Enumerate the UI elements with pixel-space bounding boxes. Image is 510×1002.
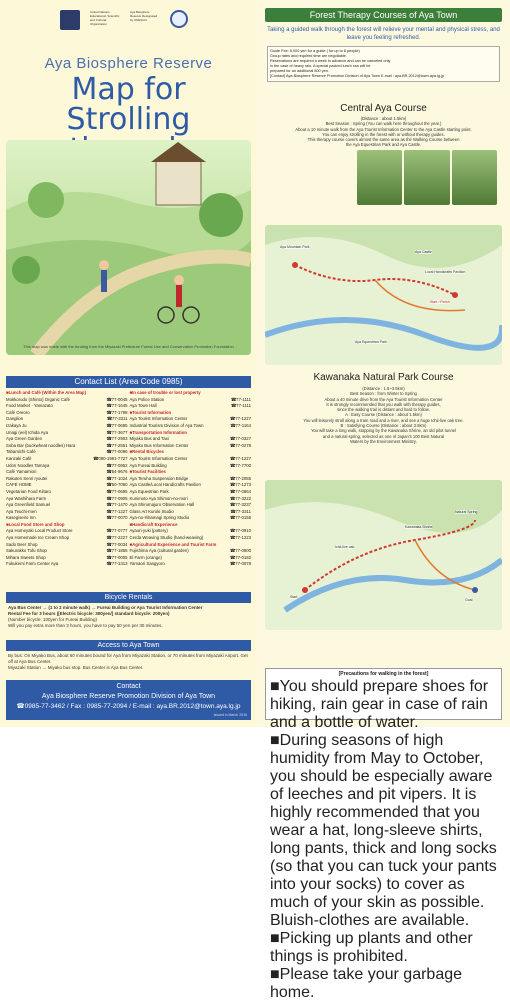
kawanaka-course-line: (Distance : 1.5~3.5km)	[362, 386, 405, 391]
contact-phone: ☎77-0034	[106, 541, 128, 547]
contact-entry	[130, 515, 252, 522]
contact-phone: ☎77-1313	[106, 561, 128, 567]
contact-phone: ☎77-1227	[229, 416, 251, 422]
contact-name: Café Yamamiori	[6, 469, 37, 475]
forest-photo	[452, 150, 497, 205]
illustration-svg	[6, 140, 251, 355]
contact-entry	[6, 410, 128, 417]
contact-phone: ☎77-7700	[229, 462, 251, 468]
contact-phone: ☎77-0695	[106, 488, 128, 494]
contact-phone: ☎77-3222	[229, 495, 251, 501]
contact-name: Izakaya Ju	[6, 422, 27, 428]
contact-list-title: Contact List (Area Code 0985)	[6, 376, 251, 388]
contact-name: Cerda Weaving Studio (hand-weaving)	[129, 535, 204, 541]
map-label: Goal	[465, 598, 473, 602]
kawanaka-course-line: since the walking trail is distant and hard to follow.	[337, 407, 430, 413]
access-text	[8, 653, 249, 671]
contact-name: Udon Noodles Tamaya	[6, 462, 50, 468]
contact-name: Rakuten Senri ryoutei	[6, 475, 48, 481]
guide-line: Group rates and required time are negotiable.	[270, 54, 347, 58]
contact-name: ■Tourist Facilities	[129, 469, 166, 475]
contact-entry	[130, 463, 252, 470]
contact-name: Aya Equestrian Park	[129, 488, 169, 494]
forest-photo	[404, 150, 449, 205]
biosphere-logo-text: Aya Biosphere Reserve Designated by UNESCO	[130, 10, 158, 22]
contact-name: Miyako Bus Information Center	[129, 442, 189, 448]
contact-phone: ☎77-0070	[106, 515, 128, 521]
contact-phone: ☎77-1645	[106, 403, 128, 409]
contact-entry	[130, 423, 252, 430]
contact-phone: ☎77-1223	[229, 535, 251, 541]
contact-name: Fujishima Aya (cultural garden)	[129, 548, 189, 554]
bicycle-rentals-text	[8, 605, 249, 629]
kawanaka-map-svg	[265, 480, 502, 630]
map-label: Aya Equestrian Park	[355, 340, 387, 344]
contact-entry	[6, 496, 128, 503]
contact-phone: ☎77-0864	[229, 488, 251, 494]
contact-phone: ☎77-0096	[106, 449, 128, 455]
contact-phone: ☎77-0777	[106, 528, 128, 534]
contact-name: Unagi (eel) Ichida Aya	[6, 429, 48, 435]
contact-entry	[130, 528, 252, 535]
issued-date: issued in March 2016	[213, 713, 247, 717]
contact-name: Kunimoto Aya Shimon-no-mori	[129, 495, 188, 501]
contact-entry	[130, 535, 252, 542]
contact-name: Mihara Sweets Shop	[6, 554, 46, 560]
contact-name: Yamaori Sangyoro	[129, 561, 165, 567]
bicycle-line: Will you pay extra more than 3 hours, you have to pay 50 yen per 30 minutes.	[8, 623, 163, 628]
contact-list	[6, 390, 251, 590]
contact-name: ■Local Food Store and Shop	[6, 521, 65, 527]
contact-phone: ☎090-1991-7727	[92, 455, 128, 461]
contact-entry	[6, 430, 128, 437]
contact-entry	[6, 555, 128, 562]
contact-phone: ☎77-0182	[229, 554, 251, 560]
bicycle-rentals-title: Bicycle Rentals	[6, 592, 251, 603]
contact-name: Sakurakko Tofu Shop	[6, 548, 47, 554]
contact-entry	[130, 482, 252, 489]
bicycle-line: (Number bicycle: 100yen for Fureai Building)	[8, 617, 98, 622]
contact-name: Ganglion	[6, 416, 24, 422]
kawanaka-course-map	[265, 480, 502, 630]
contact-name: ■Rental Bicycles	[129, 449, 164, 455]
contact-entry	[6, 561, 128, 568]
central-course-text	[265, 116, 502, 148]
contact-phone: ☎77-0078	[229, 561, 251, 567]
contact-entry	[130, 561, 252, 568]
contact-entry	[130, 397, 252, 404]
logo-row	[60, 10, 210, 50]
central-course-map	[265, 225, 502, 365]
contact-entry	[6, 456, 128, 463]
contact-entry	[6, 489, 128, 496]
guide-fee-box	[267, 46, 500, 82]
guide-line: in the case of heavy rain. A special packed lunch can will be	[270, 64, 371, 68]
contact-phone: ☎77-0278	[229, 442, 251, 448]
contact-entry	[6, 397, 128, 404]
contact-phone: ☎77-0005	[106, 554, 128, 560]
kawanaka-course-line: About a 40 minute drive from the Aya Tourist Information Center	[324, 396, 443, 402]
precautions-box	[265, 668, 502, 1001]
strolling-illustration	[6, 140, 251, 355]
contact-entry	[6, 542, 128, 549]
contact-phone: ☎50-7050	[106, 482, 128, 488]
contact-category	[6, 522, 128, 529]
contact-email[interactable]: E-mail : aya.BR.2012@town.aya.lg.jp	[132, 703, 241, 710]
contact-entry	[6, 528, 128, 535]
kawanaka-course-line: Best Season : from Winter to Spring	[350, 391, 417, 397]
contact-phone: ☎77-0905	[106, 495, 128, 501]
contact-entry	[130, 476, 252, 483]
contact-entry	[130, 555, 252, 562]
contact-entry	[6, 502, 128, 509]
guide-line: Reservations are required a week in advance and can be canceled only	[270, 59, 391, 63]
precaution-item: ■During seasons of high humidity from May to October, you should be especially aware of leeches and pit vipers. It is highly recommended that you wear a hat, long-sleeve shirts, long pants, thick and long socks (so that you can tuck your pants into your socks) to cover as much of your skin as possible. Bluish-clothes are available.	[270, 732, 497, 929]
kawanaka-course-line: You will take a long walk, stopping by the Kawanaka Shrine, an old pilot tunnel	[310, 428, 457, 434]
contact-entry	[130, 416, 252, 423]
contact-entry	[130, 548, 252, 555]
contact-name: ■Lunch and Café (Within the Area Map)	[6, 390, 86, 395]
contact-phone: ☎77-1798	[106, 409, 128, 415]
guide-line: [Contact] Aya Biosphere Reserve Promotion Division of Aya Town E-mail : aya.BR.2012@town.aya.lg.jp	[270, 74, 444, 78]
contact-entry	[130, 403, 252, 410]
forest-therapy-title: Forest Therapy Courses of Aya Town	[265, 8, 502, 22]
contact-phone: ☎77-1111	[230, 396, 251, 402]
contact-name: Aya Fureai Building	[129, 462, 167, 468]
title-line-1: Map for Strolling	[66, 72, 191, 137]
kawanaka-course-line: Waters by the Environment Ministry.	[350, 438, 417, 444]
contact-name: ■In case of trouble or lost property	[129, 390, 201, 395]
contact-name: Vegetarian Food Kiitaro	[6, 488, 51, 494]
central-course-title: Central Aya Course	[340, 103, 427, 114]
precaution-item: ■Please take your garbage home.	[270, 966, 463, 1001]
contact-phone: ☎77-1227	[229, 455, 251, 461]
contact-name: Fukukemi Farm Center Aya	[6, 561, 59, 567]
contact-entry	[6, 423, 128, 430]
contact-name: Aya Homemade Ice Cream Shop	[6, 535, 69, 541]
central-course-line: About a 10 minute walk from the Aya Tourist Information Center to the Aya Castle starting point.	[295, 126, 472, 132]
contact-entry	[6, 416, 128, 423]
contact-phone: ☎77-3237	[229, 502, 251, 508]
unesco-logo	[60, 10, 80, 30]
contact-entry	[6, 436, 128, 443]
map-label: Local Handicrafts Pavilion	[425, 270, 466, 274]
contact-name: Ayaori-yuki (pottery)	[129, 528, 168, 534]
contact-name: ■Handicraft Experience	[129, 521, 178, 527]
contact-name: Aya Tourist Information Center	[129, 455, 188, 461]
access-title: Access to Aya Town	[6, 640, 251, 651]
contact-name: Aya Green Garden	[6, 436, 42, 442]
contact-name: Mokkorudo (Shinto) Organic Café	[6, 396, 71, 402]
contact-name: ■Tourist Information	[129, 409, 172, 415]
contact-name: Aya Shirumajuro Observation Hall	[129, 502, 195, 508]
map-label: Kawanaka Shrine	[405, 525, 433, 529]
contact-name: Aya Homeyaki Local Product Store	[6, 528, 73, 534]
contact-category	[130, 542, 252, 549]
contact-entry	[130, 456, 252, 463]
contact-entry	[6, 463, 128, 470]
contact-phone: ☎77-1855	[106, 548, 128, 554]
contact-phone: ☎77-0900	[229, 548, 251, 554]
contact-name: Aya Police Station	[129, 396, 165, 402]
bicycle-line: Aya Bus Center → (1 to 2 minute walk) → Fureai Building or Aya Tourist Information Center	[8, 605, 203, 610]
contact-entry	[6, 469, 128, 476]
illustration-caption: This map was made with the funding from the Miyazaki Prefecture Forest Use and Conservation Promotion Foundation	[23, 344, 234, 349]
contact-phone: ☎77-2055	[229, 475, 251, 481]
contact-name: Glass Art Kuroki Studio	[129, 508, 174, 514]
contact-entry	[6, 476, 128, 483]
contact-phone: ☎77-1227	[106, 508, 128, 514]
contact-name: ■Transportation Information	[129, 429, 188, 435]
kawanaka-course-line: B : Satisfying Course (Distance : about 3.5km)	[340, 423, 427, 429]
contact-phone: ☎77-2903	[106, 436, 128, 442]
contact-name: ■Agricultural Experience and Tourist Farm	[129, 541, 217, 547]
contact-org: Aya Biosphere Reserve Promotion Division of Aya Town	[41, 693, 216, 700]
map-label: Aya Castle	[415, 250, 432, 254]
kawanaka-course-line: It is strongly recommended that you walk with therapy guides,	[326, 401, 441, 407]
contact-name: Aya Greenfield Samuel	[6, 502, 51, 508]
contact-name: Miyako Bus and Taxi	[129, 436, 169, 442]
contact-phone: ☎77-0327	[229, 436, 251, 442]
contact-entry	[130, 443, 252, 450]
contact-name: Food Market · Yamazato	[6, 403, 53, 409]
central-course-line: You can enjoy strolling in the forest with or without therapy guides.	[322, 131, 445, 137]
aya-town-logo	[170, 10, 188, 28]
contact-phone: ☎77-0910	[229, 528, 251, 534]
contact-name: Industrial Tourism Division of Aya Town	[129, 422, 204, 428]
contact-entry	[130, 502, 252, 509]
contact-phone: ☎77-2227	[106, 535, 128, 541]
contact-phone: ☎77-0045	[106, 396, 128, 402]
map-label: Start / Finish	[430, 300, 450, 304]
contact-phone: ☎77-2551	[106, 442, 128, 448]
contact-entry	[6, 509, 128, 516]
contact-name: Café Oreoro	[6, 409, 30, 415]
contact-name: Kasegiseiro Inn	[6, 515, 36, 521]
contact-phone: ☎77-1164	[230, 422, 251, 428]
map-label: Start	[290, 595, 298, 599]
contact-category	[130, 430, 252, 437]
kawanaka-course-line: You will leisurely stroll along a tram road and a river, and see a huge Ichii-live oak tree.	[303, 417, 464, 423]
guide-line: Guide Fee: 5,000 yen for a guide ( for up to 8 people)	[270, 49, 360, 53]
contact-phone: ☎77-0952	[106, 462, 128, 468]
contact-name: Aya Washihara Farm	[6, 495, 47, 501]
contact-entry	[6, 535, 128, 542]
forest-photo	[357, 150, 402, 205]
contact-entry	[6, 482, 128, 489]
contact-category	[130, 449, 252, 456]
contact-name: CAFÉ HOME	[6, 482, 32, 488]
contact-category	[130, 522, 252, 529]
contact-category	[130, 469, 252, 476]
map-label: Natural Spring	[455, 510, 478, 514]
contact-entry	[130, 436, 252, 443]
contact-label: Contact	[116, 683, 141, 690]
contact-phone: ☎54-9676	[106, 469, 128, 475]
contact-name: Aya Town Hall	[129, 403, 157, 409]
contact-name: El Farm (orange)	[129, 554, 162, 560]
contact-category	[6, 390, 128, 397]
central-course-line: (Distance : about 1.5km)	[360, 116, 407, 121]
contact-name: Aya Teuchi-men	[6, 508, 37, 514]
central-course-line: This therapy course covers almost the same area as the Walking Course between	[307, 137, 460, 143]
contact-tel: ☎0985-77-3462	[16, 703, 66, 710]
central-course-line: Best Season : Spring (You can walk here throughout the year.)	[325, 121, 442, 127]
contact-category	[130, 390, 252, 397]
contact-phone: ☎77-1024	[106, 475, 128, 481]
contact-phone: ☎77-3311	[230, 508, 251, 514]
kawanaka-course-line: and a natural spring, selected as one of Japan's 100 Best Natural	[322, 433, 445, 439]
photo-strip	[357, 150, 497, 205]
contact-fax: Fax : 0985-77-2094	[70, 703, 128, 710]
contact-name: Aya-no-Irihamagi Spring Studio	[129, 515, 190, 521]
unesco-logo-text: United Nations Educational, Scientific and Cultural Organization	[90, 10, 120, 26]
contact-details: ☎0985-77-3462 / Fax : 0985-77-2094 / E-mail : aya.BR.2012@town.aya.lg.jp	[16, 703, 241, 710]
left-panel	[0, 0, 257, 727]
contact-entry	[130, 509, 252, 516]
contact-column-2	[130, 390, 252, 590]
contact-phone: ☎77-0156	[229, 515, 251, 521]
access-line: By bus: On Miyako Bus, about 60 minutes bound for Aya from Miyazaki Station, or 70 minutes from Miyazaki Airport. Get off at Aya Bus Center.	[8, 653, 248, 664]
guide-line: prepared for an additional 800 yen.	[270, 69, 329, 73]
map-label: Ichii-live oak	[335, 545, 355, 549]
contact-category	[130, 410, 252, 417]
contact-entry	[6, 515, 128, 522]
contact-entry	[6, 403, 128, 410]
precautions-title: [Precautions for walking in the forest]	[338, 671, 429, 677]
forest-therapy-intro: Taking a guided walk through the forest will relieve your mental and physical stress, and leave you feeling refreshed.	[267, 27, 500, 41]
contact-entry	[130, 496, 252, 503]
contact-name: Soba Bar (buckwheat noodles) Hara	[6, 442, 76, 448]
contact-phone: ☎77-1273	[229, 482, 251, 488]
bicycle-line: Rental Fee for 3 hours ([Electric bicycle: 300yen/] standard bicycle: 200yen)	[8, 611, 170, 616]
kawanaka-course-line: A : Easy Course (Distance : about 1.5km)	[345, 412, 422, 418]
contact-phone: ☎77-1111	[230, 403, 251, 409]
contact-name: Aya Castle/Local Handicrafts Pavilion	[129, 482, 201, 488]
central-course-line: the Aya Equestrian Park and Aya Castle.	[345, 142, 422, 148]
contact-phone: ☎77-0695	[106, 422, 128, 428]
contact-name: Tabamichi Café	[6, 449, 36, 455]
contact-entry	[6, 449, 128, 456]
contact-entry	[6, 548, 128, 555]
kawanaka-course-text	[265, 386, 502, 444]
right-panel	[257, 0, 510, 1001]
contact-phone: ☎77-1470	[106, 502, 128, 508]
contact-name: Kanzaki Café	[6, 455, 32, 461]
precaution-item: ■You should prepare shoes for hiking, rain gear in case of rain and a bottle of water.	[270, 678, 489, 731]
page-subtitle: Aya Biosphere Reserve	[44, 55, 213, 72]
kawanaka-course-title: Kawanaka Natural Park Course	[313, 372, 454, 383]
contact-phone: ☎77-3677	[106, 429, 128, 435]
contact-name: Sado Beer Shop	[6, 541, 38, 547]
contact-entry	[130, 489, 252, 496]
contact-entry	[6, 443, 128, 450]
access-line: Miyazaki Station → Miyako bus stop. Bus Center is Aya Bus Center.	[8, 665, 144, 670]
map-label: Aya Mountain Park	[280, 245, 310, 249]
contact-name: Aya Teruha Suspension Bridge	[129, 475, 189, 481]
contact-name: Aya Tourist Information Center	[129, 416, 188, 422]
contact-column-1	[6, 390, 128, 590]
precaution-item: ■Picking up plants and other things is prohibited.	[270, 930, 473, 965]
contact-phone: ☎77-3311	[106, 416, 128, 422]
